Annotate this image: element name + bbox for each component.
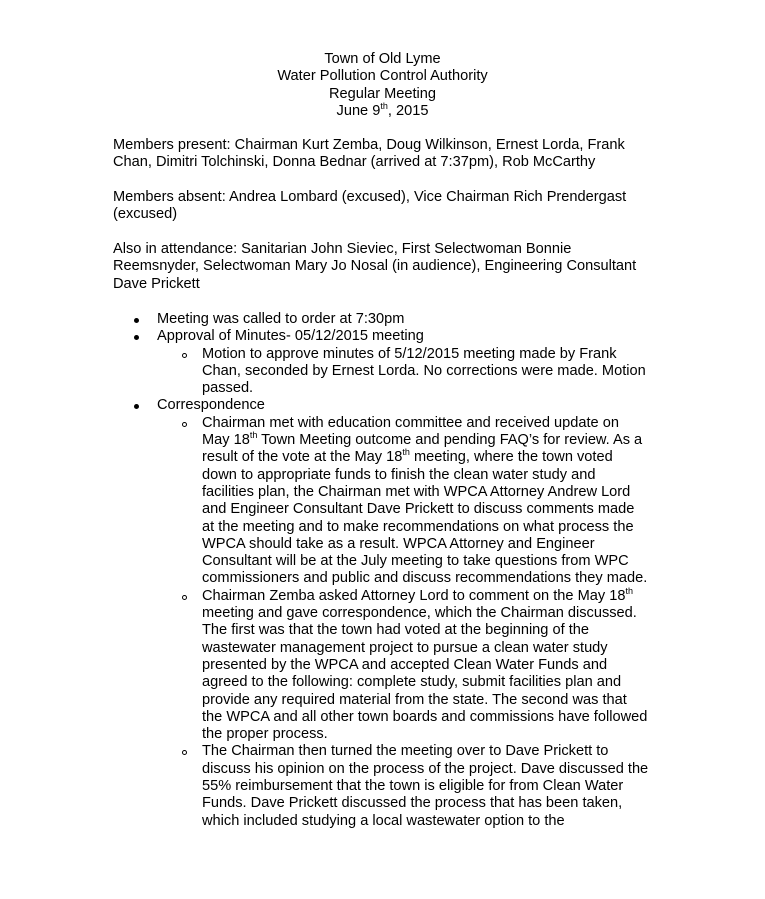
sub-item-text-part: meeting, where the town voted down to appropriate funds to finish the clean water study and facilities plan, the Chairman met with WPCA Attorney Andrew Lord and Engineer Consultant Dave Prickett to discuss comments made at the meeting and to make recommendations on what process the WPCA should take as a result. WPCA Attorney and Engineer Consultant will be at the July meeting to take questions from WPC commissioners and public and discuss recommendations they made. <box>202 449 648 587</box>
circle-bullet-icon <box>182 422 187 427</box>
sub-item-text-part: Town Meeting outcome and pending FAQ’s for review. As a result of the vote at the May 18 <box>202 432 643 466</box>
also-in-attendance: Also in attendance: Sanitarian John Sieviec, First Selectwoman Bonnie Reemsnyder, Selectwoman Mary Jo Nosal (in audience), Engineering Consultant Dave Prickett <box>113 241 637 292</box>
members-present: Members present: Chairman Kurt Zemba, Doug Wilkinson, Ernest Lorda, Frank Chan, Dimitri Tolchinski, Donna Bednar (arrived at 7:37pm), Rob McCarthy <box>113 137 625 171</box>
sub-item-education-committee <box>113 415 649 588</box>
header-date-suffix: th <box>380 101 388 112</box>
sub-item-text: Motion to approve minutes of 5/12/2015 meeting made by Frank Chan, seconded by Ernest Lorda. No corrections were made. Motion passed. <box>202 345 646 397</box>
circle-bullet-icon <box>182 750 187 755</box>
sub-item-minutes-motion <box>113 346 649 398</box>
header-authority: Water Pollution Control Authority <box>277 68 488 85</box>
header-date-main: June 9 <box>336 102 381 119</box>
ordinal-suffix: th <box>249 430 258 441</box>
ordinal-suffix: th <box>402 447 410 458</box>
agenda-item-text: Approval of Minutes- 05/12/2015 meeting <box>157 328 424 345</box>
ordinal-suffix: th <box>625 585 633 596</box>
header-date-year: , 2015 <box>387 102 429 119</box>
agenda-item-minutes <box>113 328 673 345</box>
bullet-icon <box>134 335 139 340</box>
header-date <box>0 103 765 120</box>
sub-item-text-part: meeting and gave correspondence, which the Chairman discussed. The first was that the town had voted at the beginning of the wastewater management project to pursue a clean water study presented by the WPCA and accepted Clean Water Funds and agreed to the following: complete study, submit facilities plan and provide any required material from the state. The second was that the WPCA and all other town boards and commissions have followed the proper process. <box>202 605 648 743</box>
agenda-list <box>113 311 673 830</box>
members-absent: Members absent: Andrea Lombard (excused), Vice Chairman Rich Prendergast (excused) <box>113 189 627 223</box>
sub-item-attorney-lord <box>113 585 649 744</box>
bullet-icon <box>134 404 139 409</box>
agenda-item-text: Correspondence <box>157 397 265 414</box>
header-town: Town of Old Lyme <box>324 51 441 67</box>
agenda-item-correspondence <box>113 397 673 414</box>
sub-item-text: The Chairman then turned the meeting over to Dave Prickett to discuss his opinion on the process of the project. Dave discussed the 55% reimbursement that the town is eligible for from Clean Water Funds. Dave Prickett discussed the process that has been taken, which included studying a local wastewater option to the <box>202 743 649 829</box>
circle-bullet-icon <box>182 595 187 600</box>
sub-item-text-part: Chairman met with education committee and received update on May 18 <box>202 414 619 449</box>
sub-item-dave-prickett <box>113 743 649 829</box>
sub-item-text-part: Chairman Zemba asked Attorney Lord to comment on the May 18 <box>202 587 626 604</box>
agenda-item-text: Meeting was called to order at 7:30pm <box>157 311 405 327</box>
document-header <box>0 51 765 120</box>
header-meeting-type: Regular Meeting <box>328 85 437 102</box>
bullet-icon <box>134 318 139 323</box>
circle-bullet-icon <box>182 353 187 358</box>
agenda-item-call-to-order <box>113 311 673 328</box>
